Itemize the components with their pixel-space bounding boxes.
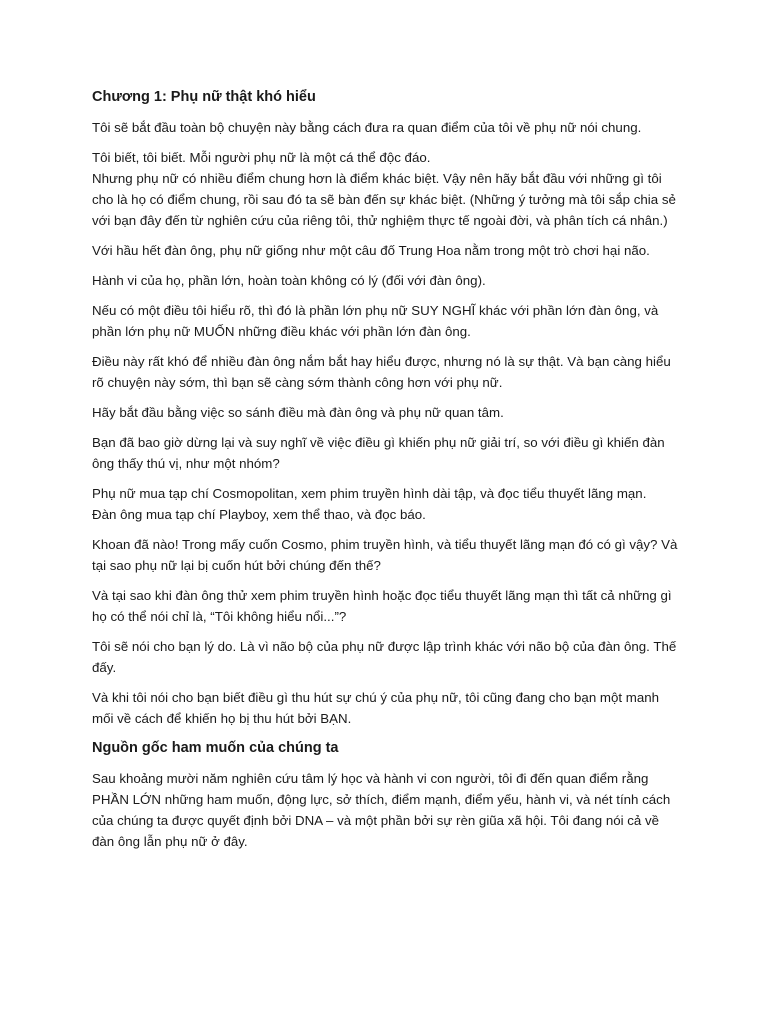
paragraph [92,240,678,261]
paragraph [92,636,678,678]
chapter-title: Chương 1: Phụ nữ thật khó hiểu [92,89,316,105]
paragraph [92,402,678,423]
paragraph-line: Hành vi của họ, phần lớn, hoàn toàn không có lý (đối với đàn ông). [92,273,486,288]
paragraph [92,585,678,627]
section-title: Nguồn gốc ham muốn của chúng ta [92,740,339,756]
paragraph-line: Với hầu hết đàn ông, phụ nữ giống như một câu đố Trung Hoa nằm trong một trò chơi hại não. [92,243,650,258]
paragraph [92,270,678,291]
paragraph-line: Tôi biết, tôi biết. Mỗi người phụ nữ là một cá thể độc đáo. [92,150,431,165]
paragraph-line: Sau khoảng mười năm nghiên cứu tâm lý học và hành vi con người, tôi đi đến quan điểm rằng PHẦN LỚN những ham muốn, động lực, sở thích, điểm mạnh, điểm yếu, hành vi, và nét tính cách của chúng ta được quyết định bởi DNA – và một phần bởi sự rèn giũa xã hội. Tôi đang nói cả về đàn ông lẫn phụ nữ ở đây. [92,771,671,849]
paragraph-line: Nhưng phụ nữ có nhiều điểm chung hơn là điểm khác biệt. Vậy nên hãy bắt đầu với những gì tôi cho là họ có điểm chung, rồi sau đó ta sẽ bàn đến sự khác biệt. (Những ý tưởng mà tôi sắp chia sẻ với bạn đây đến từ nghiên cứu của riêng tôi, thử nghiệm thực tế ngoài đời, và phân tích cá nhân.) [92,171,676,228]
paragraph [92,483,678,525]
paragraph-line: Điều này rất khó để nhiều đàn ông nắm bắt hay hiểu được, nhưng nó là sự thật. Và bạn càng hiểu rõ chuyện này sớm, thì bạn sẽ càng sớm thành công hơn với phụ nữ. [92,354,671,390]
paragraph-line: Đàn ông mua tạp chí Playboy, xem thể thao, và đọc báo. [92,507,426,522]
paragraph [92,300,678,342]
paragraph-line: Nếu có một điều tôi hiểu rõ, thì đó là phần lớn phụ nữ SUY NGHĨ khác với phần lớn đàn ông, và phần lớn phụ nữ MUỐN những điều khác với phần lớn đàn ông. [92,303,659,339]
paragraph-line: Bạn đã bao giờ dừng lại và suy nghĩ về việc điều gì khiến phụ nữ giải trí, so với điều gì khiến đàn ông thấy thú vị, như một nhóm? [92,435,665,471]
paragraph-line: Phụ nữ mua tạp chí Cosmopolitan, xem phim truyền hình dài tập, và đọc tiểu thuyết lãng mạn. [92,486,647,501]
paragraph-line: Khoan đã nào! Trong mấy cuốn Cosmo, phim truyền hình, và tiểu thuyết lãng mạn đó có gì vậy? Và tại sao phụ nữ lại bị cuốn hút bởi chúng đến thế? [92,537,678,573]
paragraph-line: Tôi sẽ bắt đầu toàn bộ chuyện này bằng cách đưa ra quan điểm của tôi về phụ nữ nói chung. [92,120,642,135]
paragraph [92,687,678,729]
paragraph-line: Và khi tôi nói cho bạn biết điều gì thu hút sự chú ý của phụ nữ, tôi cũng đang cho bạn một manh mối về cách để khiến họ bị thu hút bởi BẠN. [92,690,660,726]
paragraph [92,534,678,576]
paragraph-line: Tôi sẽ nói cho bạn lý do. Là vì não bộ của phụ nữ được lập trình khác với não bộ của đàn ông. Thế đấy. [92,639,677,675]
paragraph-line: Hãy bắt đầu bằng việc so sánh điều mà đàn ông và phụ nữ quan tâm. [92,405,504,420]
paragraph [92,351,678,393]
paragraph-line: Và tại sao khi đàn ông thử xem phim truyền hình hoặc đọc tiểu thuyết lãng mạn thì tất cả những gì họ có thể nói chỉ là, “Tôi không hiểu nổi...”? [92,588,672,624]
paragraph [92,147,678,231]
paragraph [92,768,678,852]
paragraph [92,432,678,474]
paragraph [92,117,678,138]
